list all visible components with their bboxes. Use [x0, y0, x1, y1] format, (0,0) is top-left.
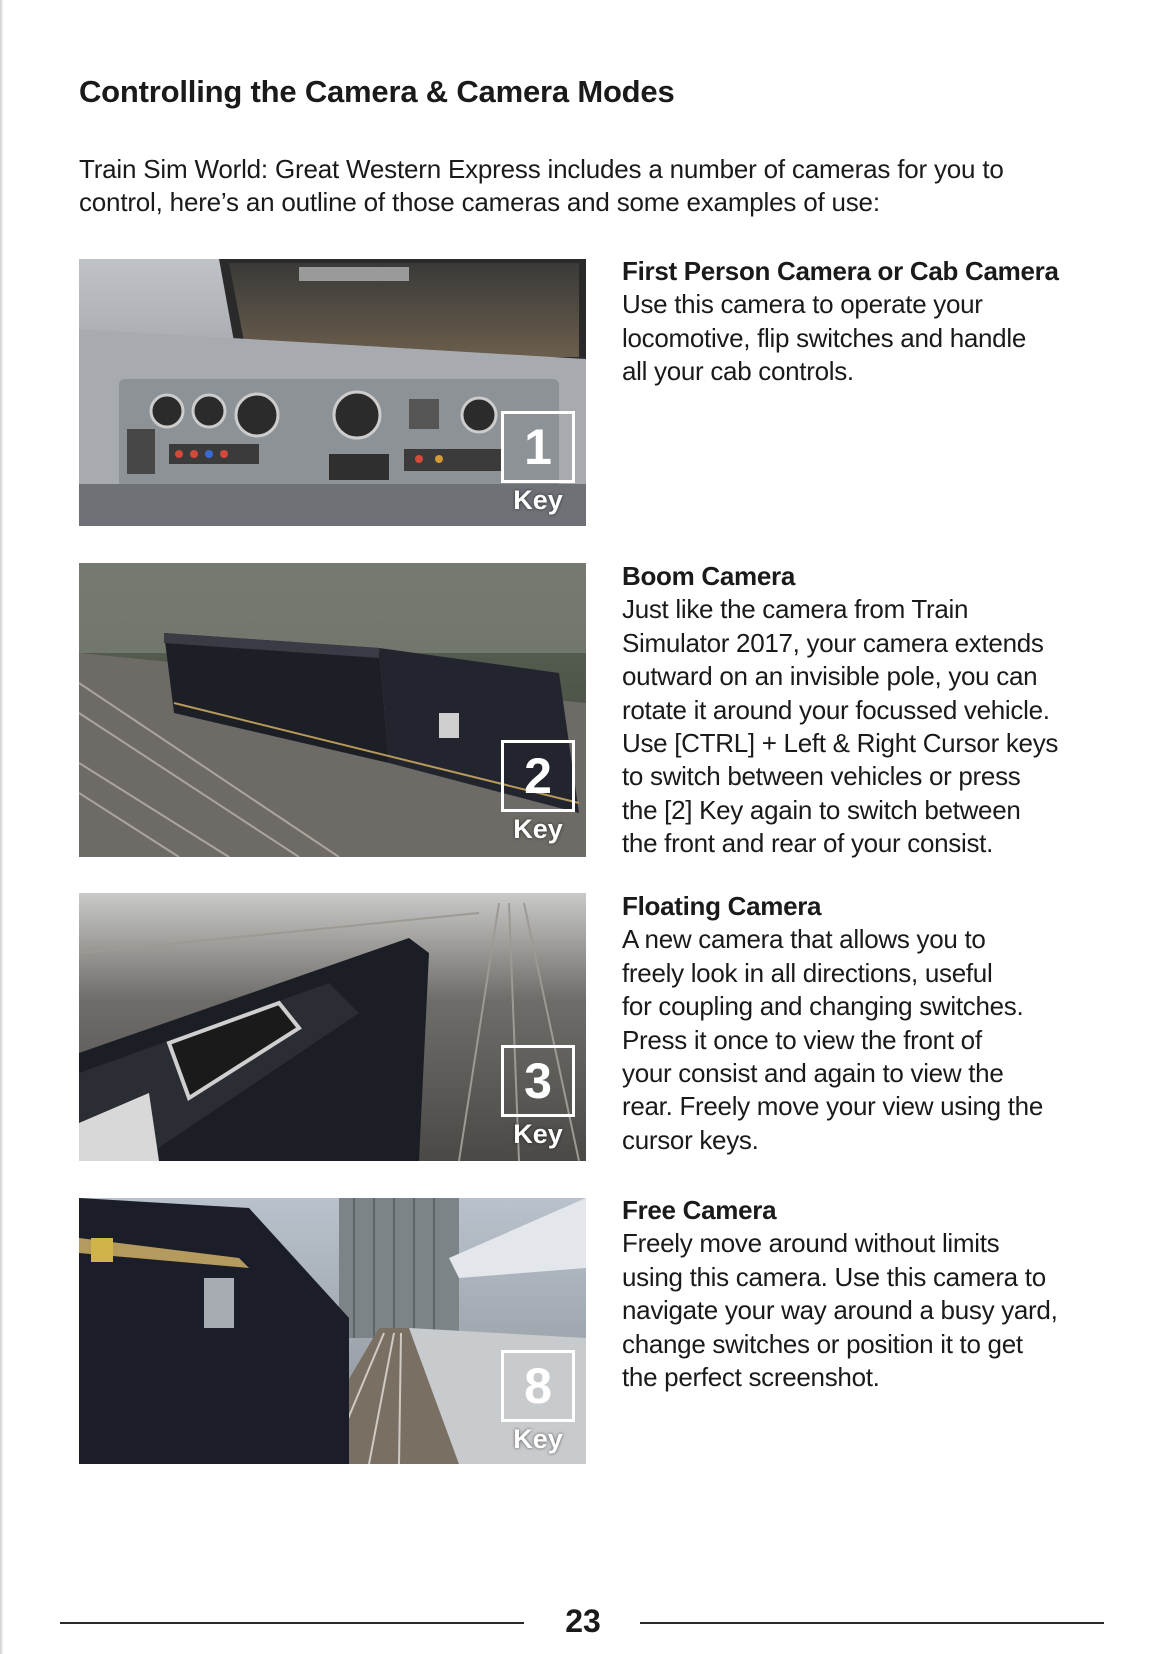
key-label: Key [513, 814, 563, 844]
intro-paragraph [79, 153, 1089, 219]
description-line: the front and rear of your consist. [622, 828, 994, 859]
free-camera-description [622, 1194, 1092, 1394]
description-line: outward on an invisible pole, you can [622, 661, 1038, 692]
description-line: the [2] Key again to switch between [622, 794, 1021, 825]
key-number: 8 [501, 1350, 575, 1422]
description-line: to switch between vehicles or press [622, 761, 1021, 792]
boom-camera-description [622, 560, 1092, 861]
description-line: rear. Freely move your view using the [622, 1091, 1043, 1122]
camera-heading: Boom Camera [622, 561, 795, 591]
cab-camera-description [622, 255, 1092, 389]
description-line: locomotive, flip switches and handle [622, 322, 1026, 353]
floating-camera-description [622, 890, 1092, 1157]
description-line: Freely move around without limits [622, 1228, 1000, 1259]
camera-heading: Floating Camera [622, 891, 822, 921]
key-label: Key [513, 1424, 563, 1454]
footer-rule-left [60, 1622, 524, 1624]
footer-rule-right [640, 1622, 1104, 1624]
key-number: 1 [501, 411, 575, 483]
description-line: all your cab controls. [622, 356, 854, 387]
description-line: for coupling and changing switches. [622, 991, 1024, 1022]
page-number: 23 [565, 1603, 601, 1639]
key-number: 3 [501, 1045, 575, 1117]
key-label: Key [513, 485, 563, 515]
description-line: cursor keys. [622, 1124, 759, 1155]
description-line: Simulator 2017, your camera extends [622, 627, 1044, 658]
description-line: Use this camera to operate your [622, 289, 983, 320]
boom-camera-image [79, 563, 586, 857]
camera-heading: Free Camera [622, 1195, 777, 1225]
page-title: Controlling the Camera & Camera Modes [79, 74, 675, 109]
key-badge [501, 740, 575, 845]
key-badge [501, 1045, 575, 1150]
intro-line: control, here’s an outline of those cameras and some examples of use: [79, 187, 880, 217]
description-line: change switches or position it to get [622, 1328, 1023, 1359]
camera-heading: First Person Camera or Cab Camera [622, 256, 1059, 286]
intro-line: Train Sim World: Great Western Express includes a number of cameras for you to [79, 154, 1004, 184]
cab-camera-image [79, 259, 586, 526]
key-badge [501, 1350, 575, 1455]
description-line: Use [CTRL] + Left & Right Cursor keys [622, 728, 1059, 759]
description-line: your consist and again to view the [622, 1058, 1004, 1089]
description-line: the perfect screenshot. [622, 1362, 880, 1393]
page-edge [0, 0, 3, 1654]
description-line: using this camera. Use this camera to [622, 1261, 1046, 1292]
description-line: Press it once to view the front of [622, 1024, 982, 1055]
key-number: 2 [501, 740, 575, 812]
description-line: rotate it around your focussed vehicle. [622, 694, 1050, 725]
floating-camera-image [79, 893, 586, 1161]
free-camera-image [79, 1198, 586, 1464]
description-line: Just like the camera from Train [622, 594, 969, 625]
key-label: Key [513, 1119, 563, 1149]
description-line: A new camera that allows you to [622, 924, 986, 955]
description-line: navigate your way around a busy yard, [622, 1295, 1058, 1326]
description-line: freely look in all directions, useful [622, 957, 993, 988]
key-badge [501, 411, 575, 516]
